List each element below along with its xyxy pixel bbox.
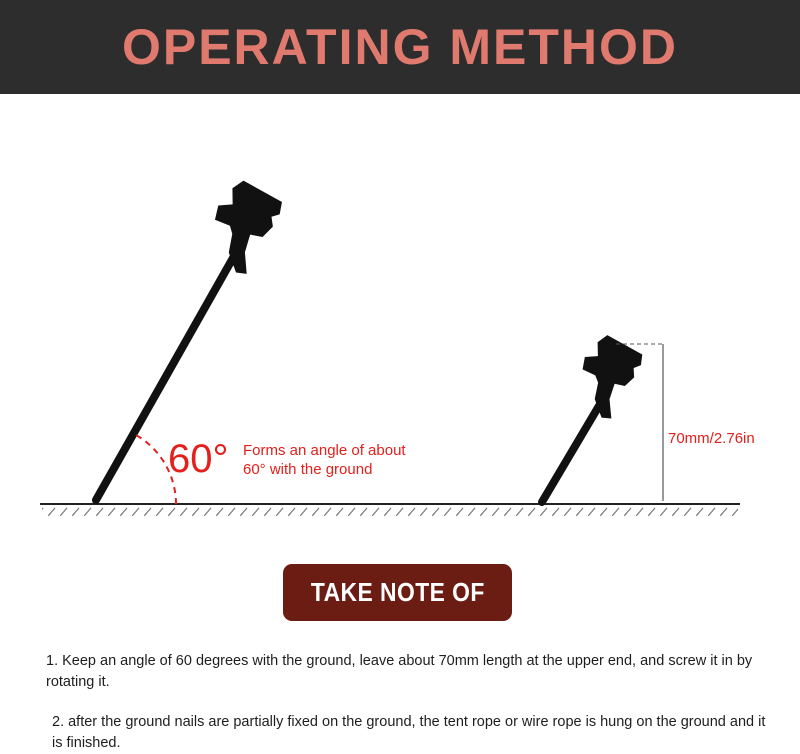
installation-diagram	[0, 94, 800, 534]
note-badge	[283, 564, 512, 621]
length-label: 70mm/2.76in	[668, 430, 755, 447]
angle-description-line1: Forms an angle of about	[243, 442, 406, 459]
ground-hatch	[42, 504, 738, 518]
note-item-2: 2. after the ground nails are partially fixed on the ground, the tent rope or wire rope is hung on the ground and it is finished.	[52, 714, 766, 751]
stake-installed	[542, 331, 646, 502]
note-title: TAKE NOTE OF	[310, 577, 485, 607]
header-banner	[0, 0, 800, 94]
page-title: OPERATING METHOD	[121, 19, 679, 75]
angle-label: 60°	[168, 437, 229, 481]
angle-description-line2: 60° with the ground	[243, 461, 373, 478]
note-item-1: 1. Keep an angle of 60 degrees with the ground, leave about 70mm length at the upper end, and screw it in by rotating it.	[46, 653, 753, 690]
